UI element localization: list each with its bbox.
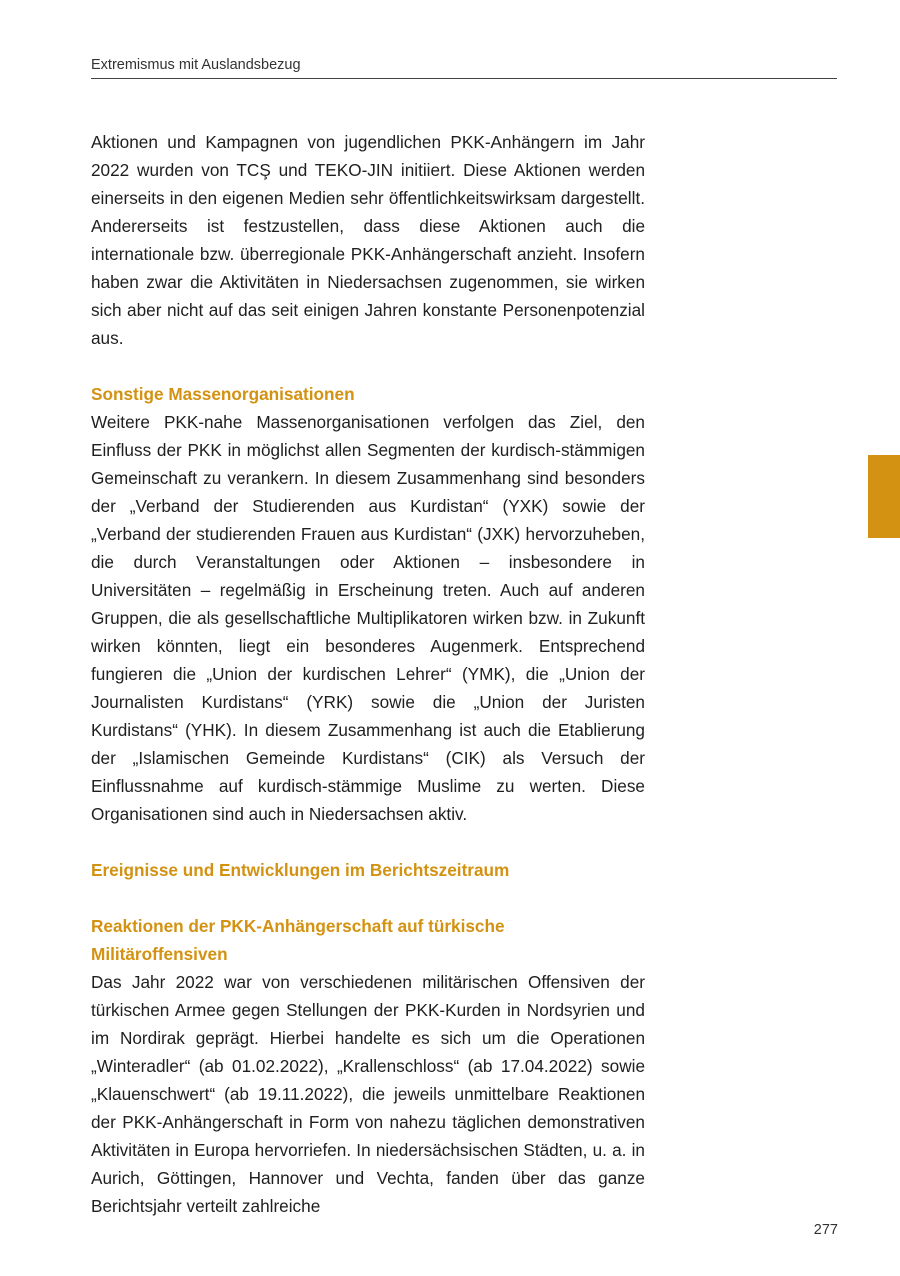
spacer [91,884,645,912]
heading-events: Ereignisse und Entwicklungen im Berichtszeitraum [91,860,510,880]
spacer [91,352,645,380]
running-header: Extremismus mit Auslandsbezug [91,57,837,79]
heading-mass-organisations: Sonstige Massenorganisationen [91,384,355,404]
reactions-paragraph: Das Jahr 2022 war von verschiedenen militärischen Offensiven der türkischen Armee gegen Stellungen der PKK-Kurden in Nordsyrien und im Nordirak geprägt. Hierbei handelte es sich um die Operationen „Winteradler“ (ab 01.02.2022), „Krallenschloss“ (ab 17.04.2022) sowie „Klauenschwert“ (ab 19.11.2022), die jeweils unmittelbare Reaktionen der PKK-Anhängerschaft in Form von nahezu täglichen demonstrativen Aktivitäten in Europa hervorriefen. In niedersächsischen Städten, u. a. in Aurich, Göttingen, Hannover und Vechta, fanden über das ganze Berichtsjahr verteilt zahlreiche [91,972,645,1216]
main-text-column [91,128,645,1220]
spacer [91,828,645,856]
page-number: 277 [813,1222,838,1238]
heading-reactions: Reaktionen der PKK-Anhängerschaft auf türkische Militäroffensiven [91,916,505,964]
intro-paragraph: Aktionen und Kampagnen von jugendlichen PKK-Anhängern im Jahr 2022 wurden von TCŞ und TEKO-JIN initiiert. Diese Aktionen werden einerseits in den eigenen Medien sehr öffentlichkeitswirksam dargestellt. Andererseits ist festzustellen, dass diese Aktionen auch die internationale bzw. überregionale PKK-Anhängerschaft anzieht. Insofern haben zwar die Aktivitäten in Niedersachsen zugenommen, sie wirken sich aber nicht auf das seit einigen Jahren konstante Personenpotenzial aus. [91,132,645,348]
mass-organisations-paragraph: Weitere PKK-nahe Massenorganisationen verfolgen das Ziel, den Einfluss der PKK in möglichst allen Segmenten der kurdisch-stämmigen Gemeinschaft zu verankern. In diesem Zusammenhang sind besonders der „Verband der Studierenden aus Kurdistan“ (YXK) sowie der „Verband der studierenden Frauen aus Kurdistan“ (JXK) hervorzuheben, die durch Veranstaltungen oder Aktionen – insbesondere in Universitäten – regelmäßig in Erscheinung treten. Auch auf anderen Gruppen, die als gesellschaftliche Multiplikatoren wirken bzw. in Zukunft wirken könnten, liegt ein besonderes Augenmerk. Entsprechend fungieren die „Union der kurdischen Lehrer“ (YMK), die „Union der Journalisten Kurdistans“ (YRK) sowie die „Union der Juristen Kurdistans“ (YHK). In diesem Zusammenhang ist auch die Etablierung der „Islamischen Gemeinde Kurdistans“ (CIK) als Versuch der Einflussnahme auf kurdisch-stämmige Muslime zu werten. Diese Organisationen sind auch in Niedersachsen aktiv. [91,412,645,824]
chapter-side-tab [868,455,900,538]
